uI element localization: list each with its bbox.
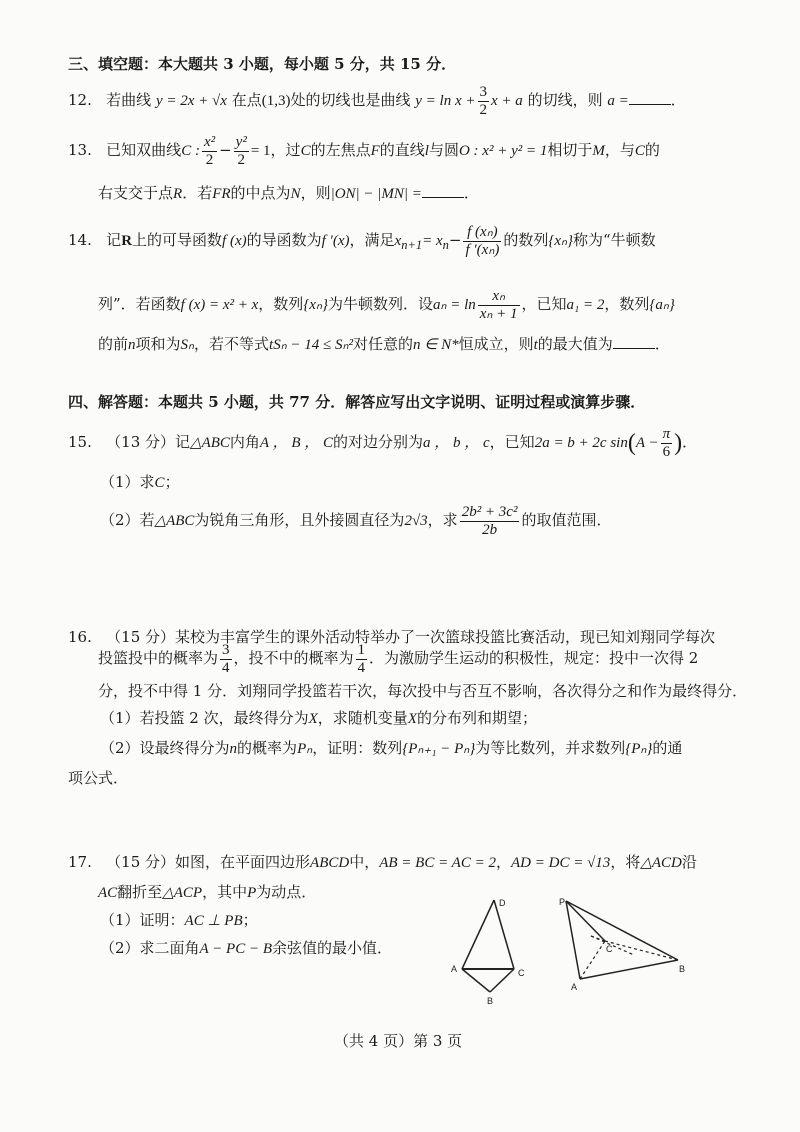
q12-curve1: y = 2x + √x [155, 93, 227, 109]
q13-answer-blank[interactable] [422, 183, 464, 198]
q12-curve2-a: y = ln x + [415, 93, 476, 109]
q14-fraction [463, 224, 501, 259]
q16-q-num: 1 [357, 641, 366, 658]
fig2-label-p: P [559, 897, 566, 907]
question-16-part-2 [100, 737, 682, 758]
q14-a1: a₁ = 2 [566, 297, 605, 313]
q14-line3-c: ，若不等式 [194, 335, 270, 353]
q13-line2-a: 右支交于点 [98, 184, 174, 202]
q15-eq-a: 2a = b + 2c sin [534, 435, 628, 451]
q12-text-a: 若曲线 [106, 91, 152, 109]
q14-func: f (x) = x² + x [180, 297, 259, 313]
q17-line1-b: 中， [349, 853, 380, 871]
q13-frac-x [202, 134, 217, 169]
q14-fpx: f ′(x) [321, 233, 350, 249]
q16-line2-c: ．为激励学生运动的积极性，规定：投中一次得 2 [369, 649, 699, 667]
q16-p2-d: 为等比数列，并求数列 [475, 739, 626, 757]
q15-pi: π [662, 425, 671, 442]
q15-p2-fraction [460, 504, 520, 539]
q17-abcd: ABCD [310, 855, 350, 871]
q12-text-b: 在点 [231, 91, 262, 109]
q15-p1-var: C [154, 475, 165, 491]
q14-rec-c: − [448, 231, 462, 249]
q17-line1-d: ，将 [610, 853, 641, 871]
q14-R: R [121, 233, 133, 249]
q15-p2-c: 的取值范围． [521, 511, 612, 529]
q14-an-fraction [478, 288, 520, 323]
q14-rec-b: = x [422, 233, 443, 249]
q13-d2: 2 [237, 151, 245, 168]
q17-line1-e: 沿 [681, 853, 697, 871]
q13-l-var: l [424, 143, 429, 159]
q14-line2-b: ，数列 [258, 295, 304, 313]
q14-Sn: Sₙ [180, 337, 195, 353]
q13-f-var: F [370, 143, 380, 159]
question-17-line-2 [98, 881, 316, 902]
q16-p1-x: X [308, 711, 318, 727]
q14-seq3: {aₙ} [649, 297, 675, 313]
q15-p2-b: ，求 [427, 511, 458, 529]
q17-line1-c: ， [495, 853, 511, 871]
q13-n-var: N [290, 186, 301, 202]
question-14-line-1 [68, 218, 656, 267]
q13-eq1: = 1 [250, 143, 271, 159]
q16-p1-x2: X [407, 711, 417, 727]
q17-line2-a: 翻折至 [117, 883, 163, 901]
q15-p2-label: （2）若 [100, 511, 155, 529]
question-12: 12. 若曲线 y = 2x + √x 在点(1,3)处的切线也是曲线 y = ln x + $\frac{3}{2}$ x + a 的切线，则 a = ． [68, 83, 686, 118]
fig1-label-a: A [451, 964, 458, 974]
q14-line2-a: 列”．若函数 [98, 295, 181, 313]
question-13-line-2: 右支交于点R．若FR的中点为N，则|ON| − |MN| = ． [98, 184, 479, 202]
question-16-part-2-line-2: 项公式． [68, 769, 129, 787]
q17-eq1: AB = BC = AC = 2 [379, 855, 496, 871]
q12-text-d: 的切线，则 [527, 91, 603, 109]
q14-seq2: {xₙ} [303, 297, 328, 313]
q15-p2-num: 2b² + 3c² [461, 503, 518, 520]
q14-rec-sub2: n [442, 238, 449, 252]
q14-line3-a: 的前 [98, 335, 129, 353]
q16-q-fraction [356, 642, 368, 677]
q15-angles: A ， B ， C [259, 435, 333, 451]
question-16-part-1 [100, 707, 537, 728]
figure-quadrilateral-abcd [440, 892, 540, 1012]
q17-eq2: AD = DC = √13 [511, 855, 611, 871]
q15-six: 6 [662, 443, 671, 460]
q16-p2-pn: Pₙ [297, 741, 313, 757]
q12-text-c: 处的切线也是曲线 [290, 91, 411, 109]
q12-point: (1,3) [261, 93, 291, 109]
q17-p1-end: ； [242, 911, 258, 929]
q13-text-c: 的左焦点 [310, 141, 371, 159]
q14-an: aₙ = ln [432, 297, 476, 313]
q15-p2-d: 2√3 [404, 513, 428, 529]
q15-p2-den: 2b [482, 521, 498, 538]
q13-c-var2: C [634, 143, 645, 159]
q14-rec-sub1: n+1 [401, 238, 423, 252]
q16-p1-a: （1）若投篮 2 次，最终得分为 [100, 709, 309, 727]
figure-tetrahedron-pabc [558, 892, 693, 992]
q14-text-b: 上的可导函数 [132, 231, 223, 249]
q13-text-h: 的 [644, 141, 660, 159]
q14-an-den: xₙ + 1 [479, 305, 518, 322]
q14-frac-den: f ′(xₙ) [465, 241, 500, 258]
question-17-part-1 [100, 909, 258, 930]
q15-p2-tri: △ABC [154, 513, 195, 529]
q15-eq-in: A − [635, 435, 659, 451]
q13-text-b: ，过 [270, 141, 301, 159]
q13-text-d: 的直线 [379, 141, 425, 159]
question-14-line-3: 的前n项和为Sₙ，若不等式tSₙ − 14 ≤ Sₙ²对任意的n ∈ N*恒成立，则t的最大值为 ． [98, 335, 670, 353]
q17-p2-b: 余弦值的最小值． [272, 939, 393, 957]
question-16-line-3: 分，投不中得 1 分．刘翔同学投篮若干次，每次投中与否互不影响，各次得分之和作为最终得分． [98, 682, 748, 700]
q16-line2-a: 投篮投中的概率为 [98, 649, 219, 667]
q14-seq: {xₙ} [548, 233, 573, 249]
q15-p1-end: ； [164, 473, 180, 491]
q17-line2-ac: AC [98, 885, 118, 901]
q13-m-var: M [592, 143, 605, 159]
q16-p2-a: （2）设最终得分为 [100, 739, 230, 757]
q13-number: 13. [68, 141, 92, 159]
q13-c-var: C [300, 143, 311, 159]
q14-text-f: 称为“牛顿数 [572, 231, 656, 249]
q16-p1-b: ，求随机变量 [317, 709, 408, 727]
q13-line2-b: ．若 [182, 184, 213, 202]
q13-expr: |ON| − |MN| = [330, 186, 422, 202]
fig1-label-b: B [487, 996, 494, 1006]
q14-text-e: 的数列 [503, 231, 549, 249]
fig1-label-d: D [499, 898, 506, 908]
question-16-line-2 [98, 638, 698, 678]
q16-p1-c: 的分布列和期望； [416, 709, 537, 727]
q17-p: P [247, 885, 257, 901]
q17-p1-eq: AC ⊥ PB [184, 913, 243, 929]
q13-fr-var: FR [212, 186, 231, 202]
q16-line2-b: ，投不中的概率为 [233, 649, 354, 667]
q16-number: 16. [68, 628, 92, 646]
q15-text-c: ，已知 [489, 433, 535, 451]
q14-number: 14. [68, 231, 92, 249]
q16-p2-b: 的概率为 [237, 739, 298, 757]
q16-p2-e: 的通 [652, 739, 683, 757]
section-4-title: 四、解答题：本题共 5 小题，共 77 分．解答应写出文字说明、证明过程或演算步骤． [68, 393, 646, 411]
q13-hyp-c: C : [181, 143, 200, 159]
q14-text-c: 的导函数为 [246, 231, 322, 249]
q17-p2-a: （2）求二面角 [100, 939, 200, 957]
fig1-label-c: C [518, 968, 525, 978]
q16-p2-c: ，证明：数列 [312, 739, 403, 757]
q15-p1-label: （1）求 [100, 473, 155, 491]
q16-p-num: 3 [222, 641, 230, 658]
q14-line3-f: 的最大值为 [537, 335, 613, 353]
q15-text-a: 内角 [229, 433, 260, 451]
q17-line2-c: 为动点． [256, 883, 317, 901]
q13-frac-y [234, 134, 249, 169]
q14-an-num: xₙ [478, 288, 520, 306]
q13-y2: y² [235, 133, 247, 150]
q13-text-a: 已知双曲线 [106, 141, 182, 159]
q15-tri: △ABC [190, 435, 230, 451]
q14-line2-c: 为牛顿数列．设 [327, 295, 433, 313]
q12-curve2-b: x + a [491, 93, 523, 109]
question-17-part-2 [100, 937, 392, 958]
q17-line2-b: ，其中 [202, 883, 248, 901]
q16-p2-seq2: {Pₙ} [625, 741, 653, 757]
q16-p2-seq: {Pₙ₊₁ − Pₙ} [402, 741, 476, 757]
q15-number: 15. [68, 433, 92, 451]
section-3-title: 三、填空题：本大题共 3 小题，每小题 5 分，共 15 分． [68, 55, 457, 73]
q14-ineq: tSₙ − 14 ≤ Sₙ² [269, 337, 354, 353]
question-14-line-2 [98, 282, 675, 327]
q15-end: ． [682, 433, 698, 451]
fig2-label-a: A [571, 982, 578, 992]
q16-line1: （15 分）某校为丰富学生的课外活动特举办了一次篮球投篮比赛活动，现已知刘翔同学每次 [106, 628, 716, 646]
q14-nN: n ∈ N* [413, 337, 459, 353]
q17-tri: △ACD [640, 855, 682, 871]
question-13-line-1: 13. 已知双曲线C : $\frac{\text{x²}}{2}$ − $\frac{\text{y²}}{2}$ = 1，过C的左焦点F的直线l与圆O : x² + y² = 1相切于M，与C的 [68, 133, 660, 168]
q12-answer-var: a = [607, 93, 629, 109]
q17-line1-a: （15 分）如图，在平面四边形 [106, 853, 311, 871]
q13-line2-c: 的中点为 [230, 184, 291, 202]
q13-x2: x² [203, 133, 216, 150]
q14-line3-d: 对任意的 [353, 335, 414, 353]
question-15-part-2 [100, 500, 611, 541]
q17-p2-eq: A − PC − B [199, 941, 273, 957]
q14-line2-e: ，数列 [604, 295, 650, 313]
q17-p1-a: （1）证明： [100, 911, 185, 929]
q12-frac-den: 2 [479, 101, 487, 118]
question-17-line-1 [68, 851, 697, 872]
q13-text-f: 相切于 [547, 141, 593, 159]
q13-d1: 2 [205, 151, 214, 168]
q15-score: （13 分）记 [106, 433, 191, 451]
q17-number: 17. [68, 853, 92, 871]
q14-line3-b: 项和为 [135, 335, 181, 353]
q14-answer-blank[interactable] [613, 334, 655, 349]
q15-sides: a ， b ， c [423, 435, 490, 451]
q14-fx: f (x) [222, 233, 247, 249]
q14-n: n [128, 337, 136, 353]
q14-t: t [533, 337, 538, 353]
q13-r-var: R [173, 186, 183, 202]
q15-pi-fraction [661, 426, 673, 461]
page-footer: （共 4 页）第 3 页 [334, 1032, 463, 1050]
fig2-label-b: B [679, 964, 686, 974]
q13-line2-d: ，则 [300, 184, 331, 202]
q15-text-b: 的对边分别为 [332, 433, 423, 451]
q14-line3-e: 恒成立，则 [458, 335, 534, 353]
q13-text-e: 与圆 [428, 141, 459, 159]
question-15-part-1 [100, 471, 180, 492]
q16-p2-n: n [229, 741, 238, 757]
q12-number: 12. [68, 91, 92, 109]
q16-p-fraction [220, 642, 232, 677]
q14-text-a: 记 [106, 231, 122, 249]
q14-text-d: ，满足 [349, 231, 395, 249]
q15-p2-a: 为锐角三角形，且外接圆直径为 [194, 511, 405, 529]
q16-p-den: 4 [222, 659, 230, 676]
q17-tri2: △ACP [162, 885, 203, 901]
q16-q-den: 4 [357, 659, 366, 676]
q12-fraction [478, 84, 490, 119]
q12-answer-blank[interactable] [629, 90, 671, 105]
q12-frac-num: 3 [479, 83, 487, 100]
q14-line2-d: ，已知 [521, 295, 567, 313]
question-15-line-1: 15. （13 分）记△ABC内角A ， B ， C的对边分别为a ， b ， c，已知2a = b + 2c sin(A − $\frac{\pi}{6}$ )． [68, 425, 698, 460]
fig2-label-c: C [606, 944, 613, 954]
q13-text-g: ，与 [604, 141, 635, 159]
q13-circle: O : x² + y² = 1 [458, 143, 548, 159]
q14-frac-num: f (xₙ) [463, 224, 501, 242]
q14-rec-a: x [394, 233, 402, 249]
